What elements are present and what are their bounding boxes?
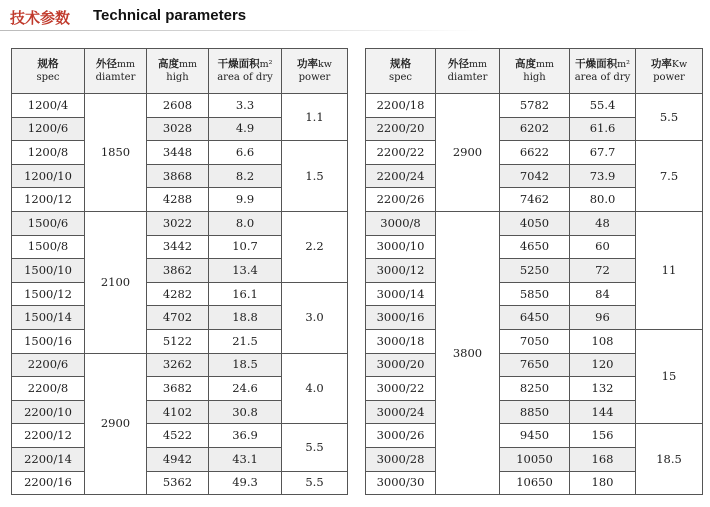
spec-cell: 1500/6 <box>12 211 85 235</box>
height-cell: 6622 <box>500 141 570 165</box>
power-cell: 18.5 <box>636 424 703 495</box>
header-diameter <box>436 49 500 94</box>
area-cell: 73.9 <box>570 164 636 188</box>
area-cell: 144 <box>570 400 636 424</box>
height-cell: 4102 <box>147 400 209 424</box>
height-cell: 6450 <box>500 306 570 330</box>
header-power-cn: 功率 <box>297 58 319 70</box>
spec-cell: 1500/14 <box>12 306 85 330</box>
height-cell: 8850 <box>500 400 570 424</box>
spec-cell: 2200/26 <box>366 188 436 212</box>
header-area-unit: m² <box>259 59 273 70</box>
table-row <box>12 282 348 306</box>
spec-cell: 1200/12 <box>12 188 85 212</box>
height-cell: 3448 <box>147 141 209 165</box>
header-height-en: high <box>523 72 546 83</box>
diameter-cell: 2100 <box>85 211 147 353</box>
spec-cell: 2200/22 <box>366 141 436 165</box>
area-cell: 132 <box>570 377 636 401</box>
header-area-cn: 干燥面积 <box>217 58 260 70</box>
area-cell: 61.6 <box>570 117 636 141</box>
area-cell: 18.5 <box>209 353 282 377</box>
area-cell: 80.0 <box>570 188 636 212</box>
diameter-cell: 2900 <box>436 94 500 212</box>
spec-cell: 3000/12 <box>366 259 436 283</box>
height-cell: 5850 <box>500 282 570 306</box>
area-cell: 108 <box>570 329 636 353</box>
header-power-unit: kw <box>318 59 332 70</box>
power-cell: 3.0 <box>282 282 348 353</box>
power-cell: 4.0 <box>282 353 348 424</box>
header-height-cn: 高度 <box>514 58 536 70</box>
spec-cell: 3000/18 <box>366 329 436 353</box>
header-power-cn: 功率 <box>650 58 672 70</box>
header-power <box>282 49 348 94</box>
area-cell: 48 <box>570 211 636 235</box>
spec-cell: 3000/14 <box>366 282 436 306</box>
title-underline <box>0 30 480 31</box>
power-cell: 1.1 <box>282 94 348 141</box>
power-cell: 7.5 <box>636 141 703 212</box>
spec-cell: 3000/8 <box>366 211 436 235</box>
table-row <box>366 141 703 165</box>
area-cell: 84 <box>570 282 636 306</box>
height-cell: 4288 <box>147 188 209 212</box>
spec-cell: 1200/6 <box>12 117 85 141</box>
height-cell: 4650 <box>500 235 570 259</box>
height-cell: 3682 <box>147 377 209 401</box>
height-cell: 5250 <box>500 259 570 283</box>
area-cell: 67.7 <box>570 141 636 165</box>
spec-cell: 1200/8 <box>12 141 85 165</box>
header-area <box>209 49 282 94</box>
area-cell: 8.0 <box>209 211 282 235</box>
header-area-en: area of dry <box>217 72 273 83</box>
area-cell: 13.4 <box>209 259 282 283</box>
area-cell: 180 <box>570 471 636 495</box>
height-cell: 8250 <box>500 377 570 401</box>
header-power-unit: Kw <box>671 59 688 70</box>
area-cell: 24.6 <box>209 377 282 401</box>
area-cell: 16.1 <box>209 282 282 306</box>
height-cell: 3262 <box>147 353 209 377</box>
spec-cell: 2200/12 <box>12 424 85 448</box>
height-cell: 5362 <box>147 471 209 495</box>
header-diameter-unit: mm <box>116 59 136 70</box>
height-cell: 2608 <box>147 94 209 118</box>
header-spec-en: spec <box>388 72 413 83</box>
header-row <box>366 49 703 94</box>
header-height-cn: 高度 <box>157 58 179 70</box>
area-cell: 3.3 <box>209 94 282 118</box>
spec-cell: 1500/8 <box>12 235 85 259</box>
area-cell: 6.6 <box>209 141 282 165</box>
table-row <box>12 353 348 377</box>
spec-cell: 2200/24 <box>366 164 436 188</box>
power-cell: 5.5 <box>282 471 348 495</box>
spec-cell: 2200/10 <box>12 400 85 424</box>
spec-cell: 3000/22 <box>366 377 436 401</box>
title-bar <box>0 0 710 36</box>
spec-cell: 1200/10 <box>12 164 85 188</box>
spec-cell: 1500/16 <box>12 329 85 353</box>
area-cell: 60 <box>570 235 636 259</box>
diameter-cell: 1850 <box>85 94 147 212</box>
header-area-en: area of dry <box>574 72 631 83</box>
table-row <box>12 424 348 448</box>
area-cell: 43.1 <box>209 447 282 471</box>
diameter-cell: 2900 <box>85 353 147 495</box>
table-row <box>12 141 348 165</box>
area-cell: 4.9 <box>209 117 282 141</box>
spec-cell: 3000/10 <box>366 235 436 259</box>
spec-cell: 3000/20 <box>366 353 436 377</box>
height-cell: 6202 <box>500 117 570 141</box>
height-cell: 4282 <box>147 282 209 306</box>
header-diameter-cn: 外径 <box>95 58 117 70</box>
height-cell: 5782 <box>500 94 570 118</box>
header-spec <box>366 49 436 94</box>
header-height <box>500 49 570 94</box>
area-cell: 9.9 <box>209 188 282 212</box>
power-cell: 5.5 <box>282 424 348 471</box>
power-cell: 2.2 <box>282 211 348 282</box>
power-cell: 1.5 <box>282 141 348 212</box>
table-row <box>366 329 703 353</box>
header-diameter-en: diamter <box>447 72 488 83</box>
table-row <box>12 94 348 118</box>
area-cell: 168 <box>570 447 636 471</box>
area-cell: 10.7 <box>209 235 282 259</box>
height-cell: 4522 <box>147 424 209 448</box>
height-cell: 3868 <box>147 164 209 188</box>
header-diameter-en: diamter <box>95 72 136 83</box>
area-cell: 72 <box>570 259 636 283</box>
spec-cell: 2200/8 <box>12 377 85 401</box>
area-cell: 55.4 <box>570 94 636 118</box>
header-spec-en: spec <box>36 72 60 83</box>
power-cell: 5.5 <box>636 94 703 141</box>
power-cell: 15 <box>636 329 703 423</box>
header-area-unit: m² <box>617 59 630 70</box>
spec-cell: 3000/26 <box>366 424 436 448</box>
area-cell: 36.9 <box>209 424 282 448</box>
area-cell: 120 <box>570 353 636 377</box>
height-cell: 10650 <box>500 471 570 495</box>
title-english: Technical parameters <box>93 7 247 24</box>
title-chinese: 技术参数 <box>10 9 71 27</box>
header-height-unit: mm <box>535 59 555 70</box>
header-spec-cn: 规格 <box>390 58 411 70</box>
spec-cell: 3000/24 <box>366 400 436 424</box>
spec-cell: 3000/16 <box>366 306 436 330</box>
height-cell: 7050 <box>500 329 570 353</box>
height-cell: 3442 <box>147 235 209 259</box>
height-cell: 3028 <box>147 117 209 141</box>
height-cell: 7650 <box>500 353 570 377</box>
header-power <box>636 49 703 94</box>
area-cell: 49.3 <box>209 471 282 495</box>
table-row <box>366 211 703 235</box>
table-row <box>366 94 703 118</box>
spec-cell: 1500/10 <box>12 259 85 283</box>
header-height-en: high <box>166 72 189 83</box>
height-cell: 7042 <box>500 164 570 188</box>
spec-cell: 1500/12 <box>12 282 85 306</box>
spec-cell: 2200/18 <box>366 94 436 118</box>
area-cell: 18.8 <box>209 306 282 330</box>
height-cell: 3862 <box>147 259 209 283</box>
header-height <box>147 49 209 94</box>
table-row <box>12 211 348 235</box>
height-cell: 3022 <box>147 211 209 235</box>
header-height-unit: mm <box>178 59 198 70</box>
spec-cell: 1200/4 <box>12 94 85 118</box>
height-cell: 9450 <box>500 424 570 448</box>
spec-cell: 2200/6 <box>12 353 85 377</box>
header-diameter <box>85 49 147 94</box>
area-cell: 96 <box>570 306 636 330</box>
header-diameter-unit: mm <box>468 59 488 70</box>
area-cell: 21.5 <box>209 329 282 353</box>
spec-cell: 2200/20 <box>366 117 436 141</box>
table-row <box>366 424 703 448</box>
header-area-cn: 干燥面积 <box>575 58 618 70</box>
height-cell: 5122 <box>147 329 209 353</box>
diameter-cell: 3800 <box>436 211 500 494</box>
spec-cell: 2200/16 <box>12 471 85 495</box>
power-cell: 11 <box>636 211 703 329</box>
table-row <box>12 471 348 495</box>
spec-cell: 3000/28 <box>366 447 436 471</box>
height-cell: 4702 <box>147 306 209 330</box>
height-cell: 4050 <box>500 211 570 235</box>
area-cell: 8.2 <box>209 164 282 188</box>
header-row <box>12 49 348 94</box>
header-power-en: power <box>653 72 685 83</box>
height-cell: 4942 <box>147 447 209 471</box>
area-cell: 156 <box>570 424 636 448</box>
header-spec-cn: 规格 <box>37 58 59 70</box>
height-cell: 7462 <box>500 188 570 212</box>
header-diameter-cn: 外径 <box>447 58 469 70</box>
header-spec <box>12 49 85 94</box>
height-cell: 10050 <box>500 447 570 471</box>
spec-cell: 3000/30 <box>366 471 436 495</box>
header-area <box>570 49 636 94</box>
area-cell: 30.8 <box>209 400 282 424</box>
header-power-en: power <box>298 72 331 83</box>
parameters-table-left <box>11 48 348 495</box>
parameters-table-right <box>365 48 703 495</box>
spec-cell: 2200/14 <box>12 447 85 471</box>
